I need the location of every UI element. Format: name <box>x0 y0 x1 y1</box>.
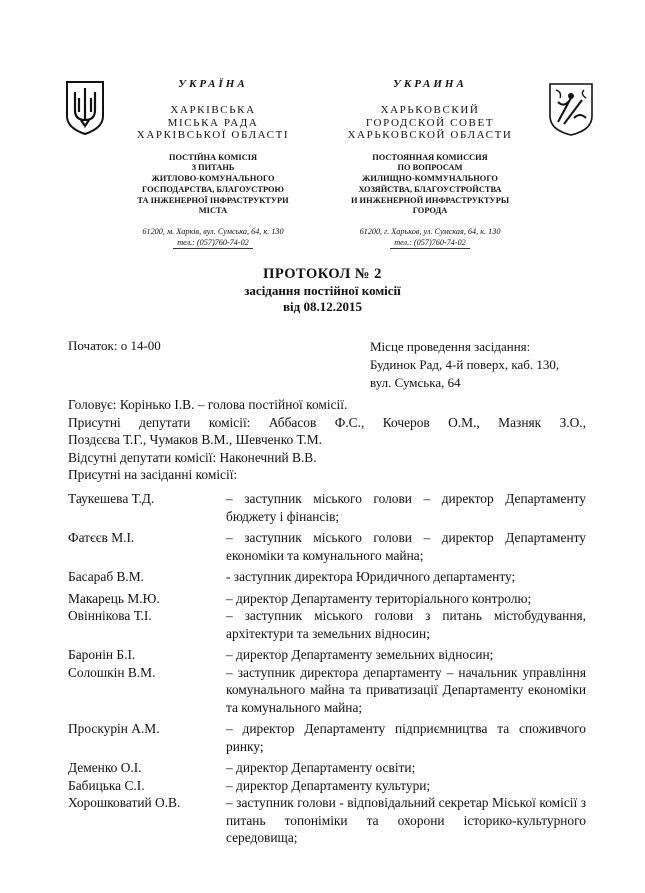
absent-line: Відсутні депутати комісії: Наконечний В.В. <box>68 449 317 465</box>
attendee-name: Макарець М.Ю. <box>68 590 160 606</box>
address-ua-line: 61200, м. Харків, вул. Сумська, 64, к. 130 <box>142 227 284 237</box>
attendee-row <box>68 607 586 642</box>
address-ua <box>108 227 318 249</box>
attendee-role: – директор Департаменту територіального контролю; <box>226 590 532 606</box>
attendee-row <box>68 564 586 586</box>
attendee-row <box>68 755 586 777</box>
attendee-name: Овіннікова Т.І. <box>68 608 152 623</box>
protocol-body <box>68 396 586 484</box>
commission-ua-line: ТА ІНЖЕНЕРНОЇ ІНФРАСТРУКТУРИ <box>137 195 289 205</box>
attendees-table <box>68 486 586 847</box>
attendee-role: – директор Департаменту підприємництва та споживчого ринку; <box>226 721 586 754</box>
venue-line: Місце проведення засідання: <box>370 339 531 354</box>
attendee-role: – заступник голови - відповідальний секретар Міської комісії з питань топоніміки та охорони історико-культурного середовища; <box>226 795 586 845</box>
attendee-role: – заступник міського голови з питань містобудування, архітектури та земельних відносин; <box>226 608 586 641</box>
attendee-row <box>68 777 586 795</box>
commission-ua <box>108 153 318 218</box>
phone-ru: тел.: (057)760-74-02 <box>390 238 470 250</box>
attendee-row <box>68 486 586 525</box>
protocol-subtitle: засідання постійної комісії <box>244 283 401 298</box>
attendee-name: Фатєєв М.І. <box>68 530 135 545</box>
protocol-title: ПРОТОКОЛ № 2 <box>263 266 382 282</box>
address-ru <box>330 227 530 249</box>
commission-ru-line: ЖИЛИЩНО-КОММУНАЛЬНОГО <box>362 174 498 184</box>
commission-ru-line: ПОСТОЯННАЯ КОМИССИЯ <box>372 152 488 162</box>
attendee-role: – заступник міського голови – директор Департаменту бюджету і фінансів; <box>226 491 586 524</box>
commission-ru-line: ХОЗЯЙСТВА, БЛАГОУСТРОЙСТВА <box>358 184 502 194</box>
meeting-start: Початок: о 14-00 <box>68 338 161 353</box>
attendee-role: – директор Департаменту земельних відносин; <box>226 647 494 662</box>
commission-ua-line: З ПИТАНЬ <box>191 163 235 173</box>
commission-ru-line: ПО ВОПРОСАМ <box>397 163 463 173</box>
commission-ua-line: ГОСПОДАРСТВА, БЛАГОУСТРОЮ <box>142 184 284 194</box>
attendee-name: Проскурін А.М. <box>68 721 160 736</box>
council-ru <box>330 104 530 142</box>
council-ru-line: ХАРЬКОВСКОЙ ОБЛАСТИ <box>347 129 513 141</box>
venue-line: вул. Сумська, 64 <box>370 375 461 390</box>
header-ua <box>108 78 318 249</box>
attendee-role: – заступник міського голови – директор Департаменту економіки та комунального майна; <box>226 530 586 563</box>
kharkiv-city-emblem <box>548 82 594 136</box>
attendee-row <box>68 716 586 755</box>
country-ua: УКРАЇНА <box>178 78 248 90</box>
commission-ua-line: ПОСТІЙНА КОМІСІЯ <box>168 152 258 162</box>
attendee-row <box>68 642 586 664</box>
ukraine-trident-emblem <box>64 80 106 136</box>
council-ru-line: ХАРЬКОВСКИЙ <box>380 104 480 116</box>
commission-ru <box>330 153 530 218</box>
council-ua <box>108 104 318 142</box>
commission-ua-line: ЖИТЛОВО-КОМУНАЛЬНОГО <box>151 174 275 184</box>
meeting-venue <box>370 338 559 392</box>
attendee-name: Солошкін В.М. <box>68 664 156 680</box>
protocol-date: від 08.12.2015 <box>283 299 362 314</box>
header-ru <box>330 78 530 249</box>
council-ua-line: ХАРКІВСЬКА <box>170 104 256 116</box>
commission-ru-line: ГОРОДА <box>412 206 448 216</box>
attendee-role: - заступник директора Юридичного департаменту; <box>226 569 516 584</box>
attendee-name: Деменко О.І. <box>68 760 142 775</box>
council-ua-line: МІСЬКА РАДА <box>167 116 259 129</box>
attendee-role: – директор Департаменту освіти; <box>226 760 416 775</box>
present-line: Присутні депутати комісії: Аббасов Ф.С., Кочеров О.М., Мазняк З.О., <box>68 414 586 430</box>
chair-line: Головує: Корінько І.В. – голова постійної комісії. <box>68 397 348 412</box>
attendee-name: Таукешева Т.Д. <box>68 491 155 506</box>
attendee-name: Баронін Б.І. <box>68 647 136 662</box>
commission-ua-line: МІСТА <box>198 206 228 216</box>
protocol-title-block <box>0 265 645 315</box>
attendee-row <box>68 586 586 608</box>
attendees-heading: Присутні на засіданні комісії: <box>68 467 238 482</box>
phone-ua: тел.: (057)760-74-02 <box>173 238 253 250</box>
attendee-row <box>68 664 586 717</box>
attendee-name: Басараб В.М. <box>68 569 145 584</box>
attendee-row <box>68 794 586 847</box>
council-ru-line: ГОРОДСКОЙ СОВЕТ <box>365 116 495 129</box>
venue-line: Будинок Рад, 4-й поверх, каб. 130, <box>370 357 560 372</box>
attendee-row <box>68 525 586 564</box>
present-line: Поздєєва Т.Г., Чумаков В.М., Шевченко Т.М. <box>68 432 322 447</box>
attendee-role: – директор Департаменту культури; <box>226 777 431 793</box>
commission-ru-line: И ИНЖЕНЕРНОЙ ИНФРАСТРУКТУРЫ <box>350 195 510 205</box>
country-ru: УКРАИНА <box>393 78 467 90</box>
address-ru-line: 61200, г. Харьков, ул. Сумская, 64, к. 130 <box>359 227 501 237</box>
attendee-name: Бабицька С.І. <box>68 777 145 793</box>
attendee-name: Хорошковатий О.В. <box>68 795 181 810</box>
attendee-role: – заступник директора департаменту – начальник управління комунального майна та приватизації Департаменту економіки та комунального майна; <box>226 664 586 715</box>
council-ua-line: ХАРКІВСЬКОЇ ОБЛАСТІ <box>136 129 290 141</box>
